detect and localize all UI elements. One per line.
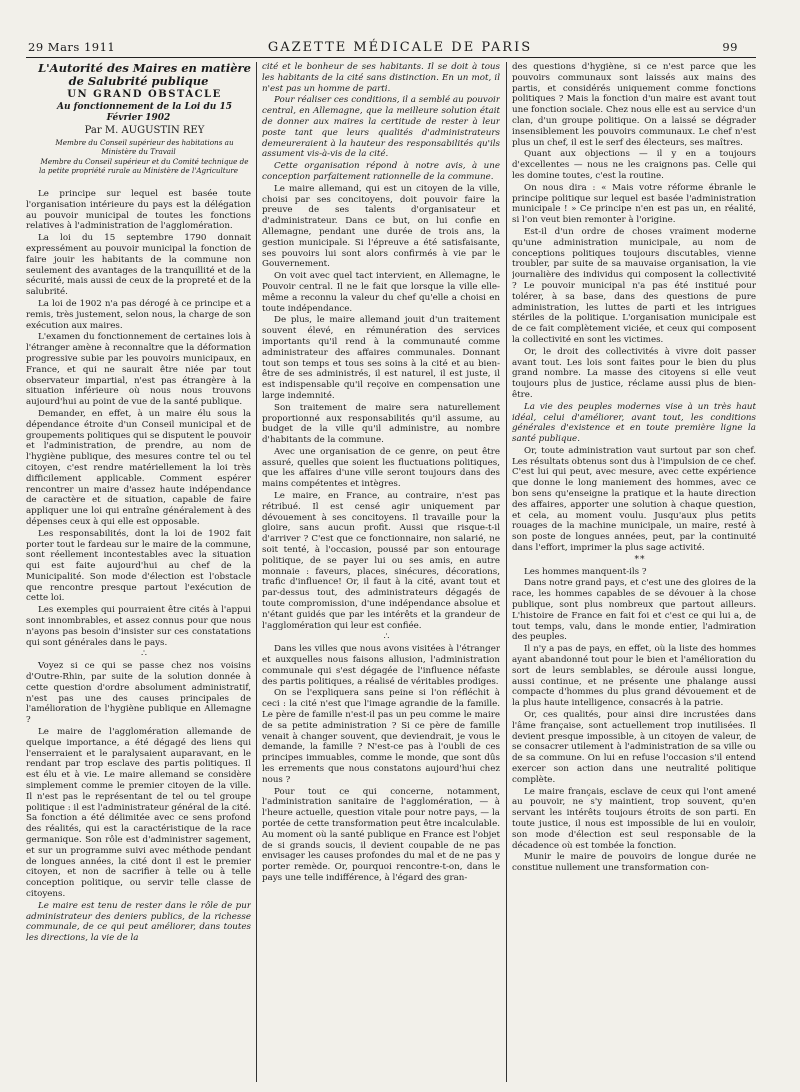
paragraph: Pour réaliser ces conditions, il a semblé au pouvoir central, en Allemagne, que la meilleure solution était de donner aux maires la certitude de rester à leur poste tant que leurs qualités d'administrateurs demeureraient à la hauteur des responsabilités qu'ils assument vis-à-vis de la cité. [262, 95, 500, 160]
paragraph: Le maire de l'agglomération allemande de quelque importance, a été dégagé des liens qui l'enserraient et le paralysaient auparavant, en le rendant par trop esclave des partis politiques. Il est élu et à vie. Le maire allemand se considère simplement comme le premier citoyen de la ville. Il n'est pas le représentant de tel ou tel groupe politique : il est l'administrateur général de la cité. Sa fonction a été délimitée avec ce sens profond des réalités, qui est la caractéristique de la race germanique. Son rôle est d'administrer sagement, et sur un programme suivi avec méthode pendant de longues années, la cité dont il est le premier citoyen, et non de sacrifier à telle ou à telle conception politique, ou servir telle classe de citoyens. [26, 727, 251, 899]
issue-date: 29 Mars 1911 [28, 40, 116, 54]
article-subtitle-law: Au fonctionnement de la Loi du 15 Février 1902 [57, 102, 232, 123]
publication-title: GAZETTE MÉDICALE DE PARIS [267, 40, 533, 55]
section-separator: ∴ [141, 649, 148, 660]
column-1 [26, 62, 251, 1084]
paragraph: Il n'y a pas de pays, en effet, où la liste des hommes ayant abandonné tout pour le bien et l'amélioration du sort de leurs semblables, se déroule aussi longue, aussi continue, et ne présente une phalange aussi compacte d'hommes du plus grand dévouement et de la plus haute intelligence, consacrés à la patrie. [512, 644, 756, 709]
paragraph: Le maire est tenu de rester dans le rôle de pur administrateur des deniers publics, de la richesse communale, de ce qui peut améliorer, dans toutes les directions, la vie de la [26, 900, 251, 944]
paragraph: On voit avec quel tact intervient, en Allemagne, le Pouvoir central. Il ne le fait que lorsque la ville elle-même a reconnu la valeur du chef qu'elle a choisi en toute indépendance. [262, 271, 500, 314]
paragraph: Or, toute administration vaut surtout par son chef. Les résultats obtenus sont dus à l'impulsion de ce chef. C'est lui qui peut, avec mesure, avec cette expérience que donne le long maniement des hommes, avec ce bon sens qu'enseigne la pratique et la haute direction des affaires, apporter une solution à chaque question, et cela, au moment voulu. Jusqu'aux plus petits rouages de la machine municipale, un maire, resté à son poste de longues années, peut, par la continuité dans l'effort, imprimer la plus sage activité. [512, 445, 756, 554]
paragraph: La loi du 15 septembre 1790 donnait expressément au pouvoir municipal la fonction de faire jouir les habitants de la commune non seulement des avantages de la tranquillité et de la sécurité, mais aussi de ceux de la propreté et de la salubrité. [26, 233, 251, 298]
article-subtitle: UN GRAND OBSTACLE [67, 89, 222, 100]
paragraph: Avec une organisation de ce genre, on peut être assuré, quelles que soient les fluctuations politiques, que les affaires d'une ville seront toujours dans des mains compétentes et intègres. [262, 446, 500, 490]
paragraph: Le maire français, esclave de ceux qui l'ont amené au pouvoir, ne s'y maintient, trop souvent, qu'en servant les intérêts toujours étroits de son parti. En toute justice, il nous est impossible de lui en vouloir, son mode d'élection est seul responsable de la décadence où est tombée la fonction. [512, 786, 756, 851]
column-2 [262, 62, 500, 1084]
column-divider [256, 62, 257, 1082]
paragraph: Cette organisation répond à notre avis, à une conception parfaitement rationnelle de la commune. [262, 161, 500, 182]
column-divider [506, 62, 507, 1082]
column-3 [512, 62, 756, 1084]
article-author: Par M. AUGUSTIN REY [84, 125, 205, 136]
paragraph: De plus, le maire allemand jouit d'un traitement souvent élevé, en rémunération des services importants qu'il rend à la communauté comme administrateur des affaires communales. Donnant tout son temps et tous ses soins à la cité et au bien-être de ses administrés, il est naturel, il est juste, il est indispensable qu'il reçoive en compensation une large indemnité. [262, 315, 500, 401]
paragraph: Dans notre grand pays, et c'est une des gloires de la race, les hommes capables de se dévouer à la chose publique, sont plus nombreux que partout ailleurs. L'histoire de France en fait foi et c'est ce qui lui a, de tout temps, valu, dans le monde entier, l'admiration des peuples. [512, 578, 756, 643]
paragraph: Les hommes manquent-ils ? [524, 566, 647, 577]
paragraph: Munir le maire de pouvoirs de longue durée ne constitue nullement une transformation con- [512, 852, 756, 874]
paragraph: Le maire allemand, qui est un citoyen de la ville, choisi par ses concitoyens, doit pouvoir faire la preuve de ses talents d'organisateur et d'administrateur. Dans ce but, on lui confie en Allemagne, pendant une durée de trois ans, la gestion municipale. Si l'épreuve a été satisfaisante, ses pouvoirs lui sont alors confirmés à vie par le Gouvernement. [262, 183, 500, 270]
paragraph: La vie des peuples modernes vise à un très haut idéal, celui d'améliorer, avant tout, les conditions générales d'existence et en toute première ligne la santé publique. [512, 401, 756, 445]
section-separator: ** [634, 554, 646, 565]
paragraph: Les exemples qui pourraient être cités à l'appui sont innombrables, et assez connus pour que nous n'ayons pas besoin d'insister sur ces constatations qui sont générales dans le pays. [26, 605, 251, 648]
paragraph: Demander, en effet, à un maire élu sous la dépendance étroite d'un Conseil municipal et de groupements politiques qui se disputent le pouvoir et l'administration, de prendre, au nom de l'hygiène publique, des mesures contre tel ou tel citoyen, c'est rendre matériellement la loi très difficilement applicable. Comment espérer rencontrer un maire d'assez haute indépendance de caractère et de situation, capable de faire appliquer une loi qui entraîne généralement à des dépenses ceux à qui elle est opposable. [26, 408, 251, 527]
page-number: 99 [722, 40, 738, 54]
paragraph: Son traitement de maire sera naturellement proportionné aux responsabilités qu'il assume, au budget de la ville qu'il administre, au nombre d'habitants de la commune. [262, 402, 500, 446]
article-title: L'Autorité des Maires en matière de Salubrité publique [38, 62, 251, 88]
author-role: Membre du Conseil supérieur des habitations au Ministère du Travail [55, 138, 234, 156]
paragraph: Voyez si ce qui se passe chez nos voisins d'Outre-Rhin, par suite de la solution donnée à cette question d'ordre absolument administratif, n'est pas une des causes principales de l'amélioration de l'hygiène publique en Allemagne ? [26, 661, 251, 726]
paragraph: Quant aux objections — il y en a toujours d'excellentes — nous ne les craignons pas. Celle qui les domine toutes, c'est la routine. [512, 149, 756, 181]
paragraph: On nous dira : « Mais votre réforme ébranle le principe politique sur lequel est basée l'administration municipale ! » Ce principe n'en est pas un, en réalité, si l'on veut bien remonter à l'origine. [512, 182, 756, 226]
author-role: Membre du Conseil supérieur et du Comité technique de la petite propriété rurale au Ministère de l'Agriculture [38, 157, 249, 175]
paragraph: Est-il d'un ordre de choses vraiment moderne qu'une administration municipale, au nom de conceptions politiques toujours discutables, vienne troubler, par suite de sa mauvaise organisation, la vie journalière des individus qui composent la collectivité ? Le pouvoir municipal n'a pas été institué pour tolérer, à sa base, dans des questions de pure administration, les luttes de parti et les intrigues stériles de la politique. L'organisation municipale est de ce fait complètement viciée, et ceux qui composent la collectivité en sont les victimes. [512, 226, 756, 345]
paragraph: Or, ces qualités, pour ainsi dire incrustées dans l'âme française, sont actuellement trop inutilisées. Il devient presque impossible, à un citoyen de valeur, de se consacrer utilement à l'administration de sa ville ou de sa commune. On lui en refuse l'occasion s'il entend exercer son action dans une neutralité politique complète. [512, 710, 756, 785]
paragraph: cité et le bonheur de ses habitants. Il se doit à tous les habitants de la cité sans distinction. En un mot, il n'est pas un homme de parti. [262, 62, 500, 94]
paragraph: On se l'expliquera sans peine si l'on réfléchit à ceci : la cité n'est que l'image agrandie de la famille. Le père de famille n'est-il pas un peu comme le maire de sa petite administration ? Si ce père de famille venait à changer souvent, que deviendrait, je vous le demande, la famille ? N'est-ce pas à l'oubli de ces principes immuables, comme le monde, que sont dûs les errements que nous constatons aujourd'hui chez nous ? [262, 688, 500, 785]
paragraph: Or, le droit des collectivités à vivre doit passer avant tout. Les lois sont faites pour le bien du plus grand nombre. La masse des citoyens si elle veut toujours plus de justice, réclame aussi plus de bien-être. [512, 346, 756, 400]
paragraph: L'examen du fonctionnement de certaines lois à l'étranger amène à reconnaître que la déformation progressive subie par les pouvoirs municipaux, en France, et qui ne saurait être niée par tout observateur impartial, n'est pas étrangère à la situation inférieure où nous nous trouvons aujourd'hui au point de vue de la santé publique. [26, 332, 251, 408]
paragraph: Pour tout ce qui concerne, notamment, l'administration sanitaire de l'agglomération, — à l'heure actuelle, question vitale pour notre pays, — la portée de cette transformation peut être incalculable. Au moment où la santé publique en France est l'objet de si grands soucis, il devient coupable de ne pas envisager les causes profondes du mal et de ne pas y porter remède. Or, pourquoi rencontre-t-on, dans le pays une telle indifférence, à l'égard des gran- [262, 786, 500, 883]
paragraph: Dans les villes que nous avons visitées à l'étranger et auxquelles nous faisons allusion, l'administration communale qui s'est dégagée de l'influence néfaste des partis politiques, a réalisé de véritables prodiges. [262, 644, 500, 687]
section-separator: ∴ [383, 632, 391, 643]
paragraph: La loi de 1902 n'a pas dérogé à ce principe et a remis, très justement, selon nous, la charge de son exécution aux maires. [26, 298, 251, 331]
paragraph: Le principe sur lequel est basée toute l'organisation intérieure du pays est la délégation au pouvoir municipal de toutes les fonctions relatives à l'administration de l'agglomération. [26, 189, 251, 232]
paragraph: Les responsabilités, dont la loi de 1902 fait porter tout le fardeau sur le maire de la commune, sont réellement incontestables avec la situation qui est faite aujourd'hui au chef de la Municipalité. Son mode d'élection est l'obstacle que rencontre presque partout l'exécution de cette loi. [26, 528, 251, 604]
header-rule [26, 57, 756, 58]
paragraph: Le maire, en France, au contraire, n'est pas rétribué. Il est censé agir uniquement par dévouement à ses concitoyens. Il travaille pour la gloire, sans aucun profit. Aussi que risque-t-il d'arriver ? C'est que ce fonctionnaire, non salarié, ne soit tenté, à l'occasion, poussé par son entourage politique, de se payer lui ou ses amis, en autre monnaie : faveurs, places, sinécures, décorations, trafic d'influence! Or, il faut à la cité, avant tout et par-dessus tout, des administrateurs dégagés de toute compromission, d'une indépendance absolue et n'étant guidés que par les intérêts et la grandeur de l'agglomération qui leur est confiée. [262, 491, 500, 631]
paragraph: des questions d'hygiène, si ce n'est parce que les pouvoirs communaux sont laissés aux mains des partis, et considérés uniquement comme fonctions politiques ? Mais la fonction d'un maire est avant tout une fonction sociale. Chez nous elle est au service d'un clan, d'un groupe politique. On a laissé se dégrader insensiblement les pouvoirs communaux. Le chef n'est plus un chef, il est le serf des électeurs, ses maîtres. [512, 62, 756, 148]
